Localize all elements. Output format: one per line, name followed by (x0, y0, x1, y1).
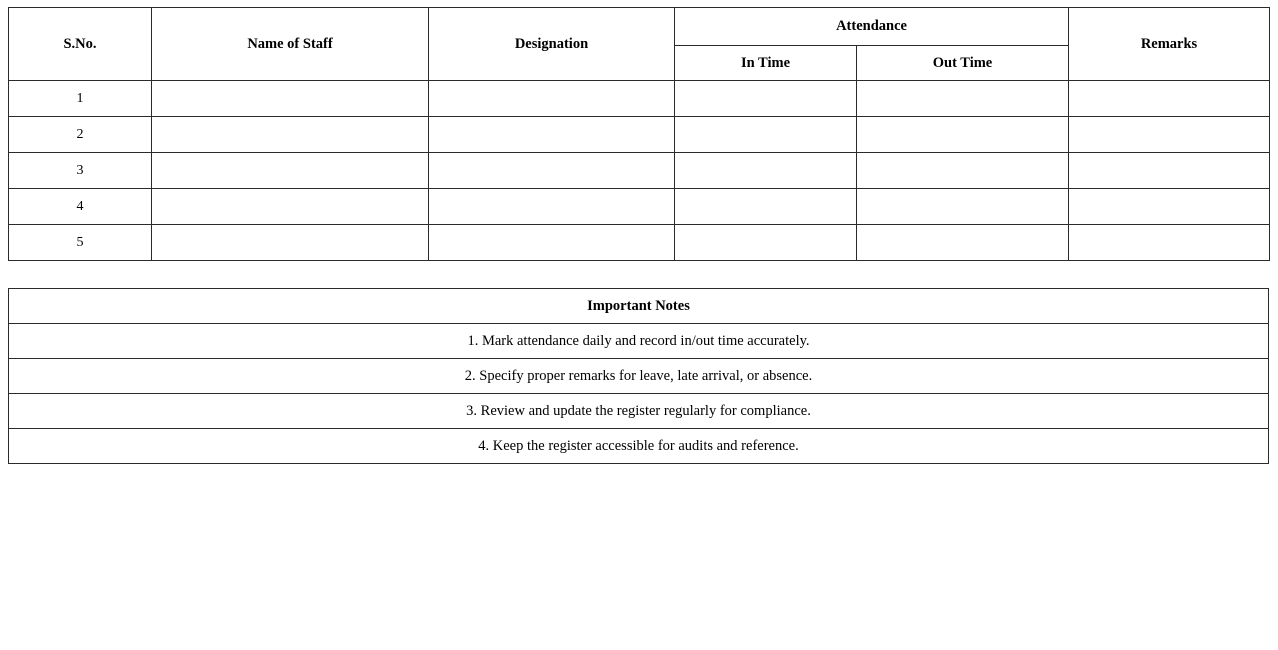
column-header-in-time: In Time (675, 46, 857, 81)
cell-out-time[interactable] (857, 117, 1069, 153)
cell-in-time[interactable] (675, 81, 857, 117)
attendance-table-body (9, 81, 1270, 261)
cell-designation[interactable] (429, 81, 675, 117)
column-header-name-of-staff: Name of Staff (152, 8, 429, 81)
cell-name-of-staff[interactable] (152, 81, 429, 117)
cell-serial: 3 (9, 153, 152, 189)
cell-in-time[interactable] (675, 189, 857, 225)
attendance-table-head (9, 8, 1270, 81)
cell-in-time[interactable] (675, 225, 857, 261)
cell-out-time[interactable] (857, 189, 1069, 225)
cell-remarks[interactable] (1069, 153, 1270, 189)
cell-out-time[interactable] (857, 81, 1069, 117)
cell-designation[interactable] (429, 117, 675, 153)
cell-name-of-staff[interactable] (152, 189, 429, 225)
cell-serial: 4 (9, 189, 152, 225)
note-item-3: 3. Review and update the register regularly for compliance. (9, 394, 1269, 429)
cell-designation[interactable] (429, 153, 675, 189)
table-row (9, 189, 1270, 225)
cell-remarks[interactable] (1069, 225, 1270, 261)
cell-name-of-staff[interactable] (152, 117, 429, 153)
cell-name-of-staff[interactable] (152, 225, 429, 261)
table-row (9, 81, 1270, 117)
cell-out-time[interactable] (857, 153, 1069, 189)
list-item (9, 394, 1269, 429)
cell-name-of-staff[interactable] (152, 153, 429, 189)
table-row (9, 225, 1270, 261)
list-item (9, 429, 1269, 464)
cell-remarks[interactable] (1069, 117, 1270, 153)
important-notes-head (9, 289, 1269, 324)
list-item (9, 359, 1269, 394)
column-header-attendance-group: Attendance (675, 8, 1069, 46)
column-header-serial: S.No. (9, 8, 152, 81)
table-row (9, 153, 1270, 189)
cell-designation[interactable] (429, 189, 675, 225)
cell-remarks[interactable] (1069, 189, 1270, 225)
cell-serial: 5 (9, 225, 152, 261)
notes-title-row (9, 289, 1269, 324)
note-item-2: 2. Specify proper remarks for leave, late arrival, or absence. (9, 359, 1269, 394)
important-notes-title: Important Notes (9, 289, 1269, 324)
cell-designation[interactable] (429, 225, 675, 261)
attendance-table (8, 7, 1270, 261)
column-header-out-time: Out Time (857, 46, 1069, 81)
cell-in-time[interactable] (675, 153, 857, 189)
cell-out-time[interactable] (857, 225, 1069, 261)
cell-remarks[interactable] (1069, 81, 1270, 117)
list-item (9, 324, 1269, 359)
column-header-remarks: Remarks (1069, 8, 1270, 81)
column-header-designation: Designation (429, 8, 675, 81)
cell-serial: 1 (9, 81, 152, 117)
table-row (9, 117, 1270, 153)
cell-in-time[interactable] (675, 117, 857, 153)
note-item-1: 1. Mark attendance daily and record in/out time accurately. (9, 324, 1269, 359)
note-item-4: 4. Keep the register accessible for audits and reference. (9, 429, 1269, 464)
important-notes-table (8, 288, 1269, 464)
important-notes-body (9, 324, 1269, 464)
header-row-primary (9, 8, 1270, 46)
cell-serial: 2 (9, 117, 152, 153)
